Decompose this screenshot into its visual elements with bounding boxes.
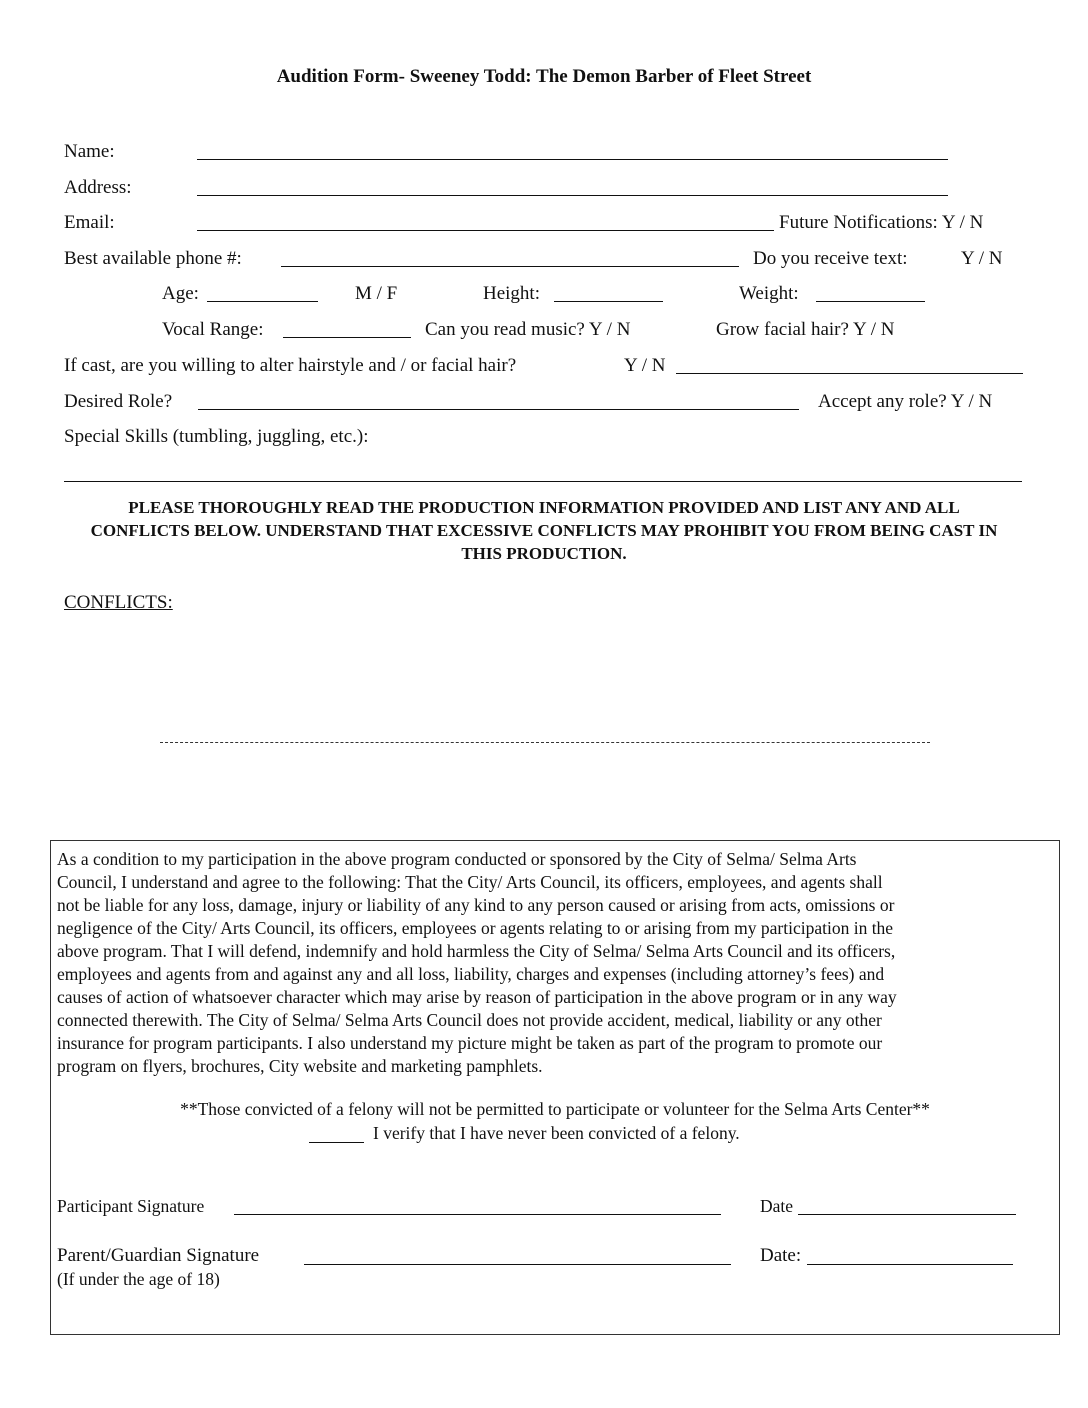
waiver-line: above program. That I will defend, indemnify and hold harmless the City of Selma/ Selma Arts Council and its officers, [57, 941, 896, 961]
facial-hair-label[interactable]: Grow facial hair? Y / N [716, 319, 895, 340]
email-field[interactable] [197, 230, 774, 231]
special-skills-label: Special Skills (tumbling, juggling, etc.): [64, 426, 369, 447]
receive-text-label: Do you receive text: [753, 248, 908, 269]
under-18-note: (If under the age of 18) [57, 1269, 220, 1289]
notice-line: THIS PRODUCTION. [461, 544, 627, 563]
age-label: Age: [162, 283, 199, 304]
conflicts-label: CONFLICTS: [64, 592, 173, 613]
waiver-text [57, 848, 1057, 1078]
height-label: Height: [483, 283, 540, 304]
height-field[interactable] [554, 301, 663, 302]
vocal-range-label: Vocal Range: [162, 319, 264, 340]
cut-line-divider [160, 742, 930, 743]
waiver-line: connected therewith. The City of Selma/ Selma Arts Council does not provide accident, medical, liability or any other [57, 1010, 882, 1030]
form-title: Audition Form- Sweeney Todd: The Demon Barber of Fleet Street [276, 66, 812, 87]
waiver-line: negligence of the City/ Arts Council, its officers, employees or agents relating to or arising from my participation in the [57, 918, 894, 938]
weight-label: Weight: [739, 283, 799, 304]
felony-notice: **Those convicted of a felony will not be permitted to participate or volunteer for the Selma Arts Center** [180, 1099, 930, 1119]
special-skills-field[interactable] [64, 481, 1022, 482]
phone-field[interactable] [281, 266, 739, 267]
age-field[interactable] [207, 301, 318, 302]
alter-hair-label: If cast, are you willing to alter hairstyle and / or facial hair? [64, 355, 517, 376]
conflicts-notice [64, 496, 1024, 565]
participant-signature-field[interactable] [234, 1214, 721, 1215]
desired-role-label: Desired Role? [64, 391, 173, 412]
guardian-signature-label: Parent/Guardian Signature [57, 1245, 260, 1266]
name-field[interactable] [197, 159, 948, 160]
desired-role-field[interactable] [198, 409, 799, 410]
waiver-line: As a condition to my participation in the above program conducted or sponsored by the City of Selma/ Selma Arts [57, 849, 857, 869]
weight-field[interactable] [816, 301, 925, 302]
email-label: Email: [64, 212, 115, 233]
vocal-range-field[interactable] [283, 337, 411, 338]
phone-label: Best available phone #: [64, 248, 242, 269]
guardian-signature-field[interactable] [304, 1264, 731, 1265]
date-field[interactable] [798, 1214, 1016, 1215]
name-label: Name: [64, 141, 115, 162]
sex-choice[interactable]: M / F [355, 283, 398, 304]
alter-hair-field[interactable] [676, 373, 1023, 374]
waiver-line: program on flyers, brochures, City website and marketing pamphlets. [57, 1056, 543, 1076]
felony-initials-field[interactable] [309, 1142, 364, 1143]
guardian-date-label: Date: [760, 1245, 802, 1266]
accept-role-label[interactable]: Accept any role? Y / N [818, 391, 993, 412]
waiver-line: causes of action of whatsoever character which may arise by reason of participation in the above program or in any way [57, 987, 897, 1007]
future-notifications-label[interactable]: Future Notifications: Y / N [779, 212, 984, 233]
participant-signature-label: Participant Signature [57, 1196, 205, 1216]
address-label: Address: [64, 177, 132, 198]
guardian-date-field[interactable] [807, 1264, 1013, 1265]
date-label: Date [760, 1196, 794, 1216]
notice-line: PLEASE THOROUGHLY READ THE PRODUCTION INFORMATION PROVIDED AND LIST ANY AND ALL [128, 498, 960, 517]
address-field[interactable] [197, 195, 948, 196]
waiver-line: Council, I understand and agree to the following: That the City/ Arts Council, its officers, employees, and agents shall [57, 872, 883, 892]
read-music-label[interactable]: Can you read music? Y / N [425, 319, 631, 340]
alter-hair-yn[interactable]: Y / N [624, 355, 666, 376]
waiver-line: employees and agents from and against any and all loss, liability, charges and expenses (including attorney’s fees) and [57, 964, 885, 984]
waiver-line: insurance for program participants. I also understand my picture might be taken as part of the program to promote our [57, 1033, 883, 1053]
felony-verify-label: I verify that I have never been convicted of a felony. [373, 1123, 740, 1143]
receive-text-yn[interactable]: Y / N [961, 248, 1003, 269]
notice-line: CONFLICTS BELOW. UNDERSTAND THAT EXCESSIVE CONFLICTS MAY PROHIBIT YOU FROM BEING CAST IN [90, 521, 998, 540]
waiver-line: not be liable for any loss, damage, injury or liability of any kind to any person caused or arising from acts, omissions or [57, 895, 895, 915]
